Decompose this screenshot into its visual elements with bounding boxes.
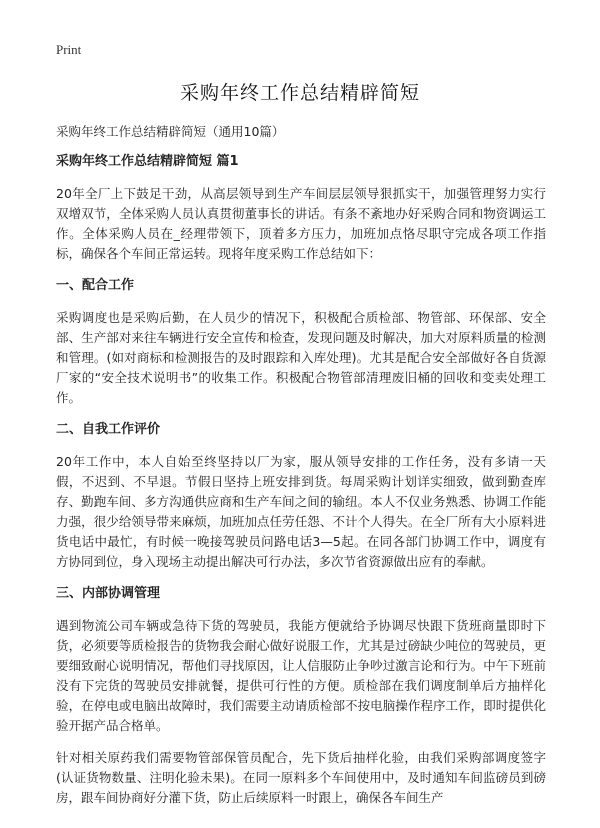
section-heading-internal-coordination: 三、内部协调管理 — [56, 586, 161, 601]
section-internal-coordination-paragraph-2: 针对相关原药我们需要物管部保管员配合，先下货后抽样化验，由我们采购部调度签字(认证货物数量、注明化验未果)。在同一原料多个车间使用中，及时通知车间监磅员到磅房，跟车间协商好分灌下货，防止后续原料一时跟上，确保各车间生产 — [56, 750, 546, 805]
section-cooperation-paragraph: 采购调度也是采购后勤，在人员少的情况下，积极配合质检部、物管部、环保部、安全部、生产部对来往车辆进行安全宣传和检查，发现问题及时解决，加大对原料质量的检测和管理。(如对商标和检测报告的及时跟踪和入库处理)。尤其是配合安全部做好各自货源厂家的“安全技术说明书”的收集工作。积极配合物管部清理废旧桶的回收和变卖处理工作。 — [56, 310, 546, 405]
page-title: 采购年终工作总结精辟简短 — [179, 82, 420, 104]
print-link[interactable]: Print — [56, 42, 82, 57]
article-title: 采购年终工作总结精辟简短 篇1 — [56, 154, 239, 169]
intro-paragraph: 20年全厂上下鼓足干劲，从高层领导到生产车间层层领导狠抓实干，加强管理努力实行双增双节，全体采购人员认真贯彻董事长的讲话。有条不紊地办好采购合同和物资调运工作。全体采购人员在_经理带领下，顶着多方压力，加班加点恪尽职守完成各项工作指标，确保各个车间正常运转。现将年度采购工作总结如下： — [56, 186, 546, 261]
section-self-evaluation-paragraph: 20年工作中，本人自始至终坚持以厂为家，服从领导安排的工作任务，没有多请一天假，不迟到、不早退。节假日坚持上班安排到货。每周采购计划详实细致，做到勤查库存、勤跑车间、多方沟通供应商和生产车间之间的输纽。本人不仅业务熟悉、协调工作能力强，很少给领导带来麻烦，加班加点任劳任怨、不计个人得失。在全厂所有大小原料进货电话中最忙，有时候一晚接驾驶员问路电话3—5起。在同各部门协调工作中，调度有方协同到位，身入现场主动提出解决可行办法，多次节省资源做出应有的奉献。 — [56, 454, 546, 569]
section-heading-self-evaluation: 二、自我工作评价 — [56, 422, 161, 437]
section-internal-coordination-paragraph-1: 遇到物流公司车辆或急待下货的驾驶员，我能方便就给予协调尽快跟下货班商量即时下货，必须要等质检报告的货物我会耐心做好说服工作，尤其是过磅缺少吨位的驾驶员，更要细致耐心说明情况，帮他们寻找原因，让人信服防止争吵过激言论和行为。中午下班前没有下完货的驾驶员安排就餐，提供可行性的方便。质检部在我们调度制单后方抽样化验，在停电或电脑出故障时，我们需要主动请质检部不按电脑操作程序工作，即时提供化验开据产品合格单。 — [56, 618, 546, 733]
document-body — [56, 122, 546, 820]
section-heading-cooperation: 一、配合工作 — [56, 278, 135, 293]
document-subtitle: 采购年终工作总结精辟简短（通用10篇） — [56, 124, 285, 139]
